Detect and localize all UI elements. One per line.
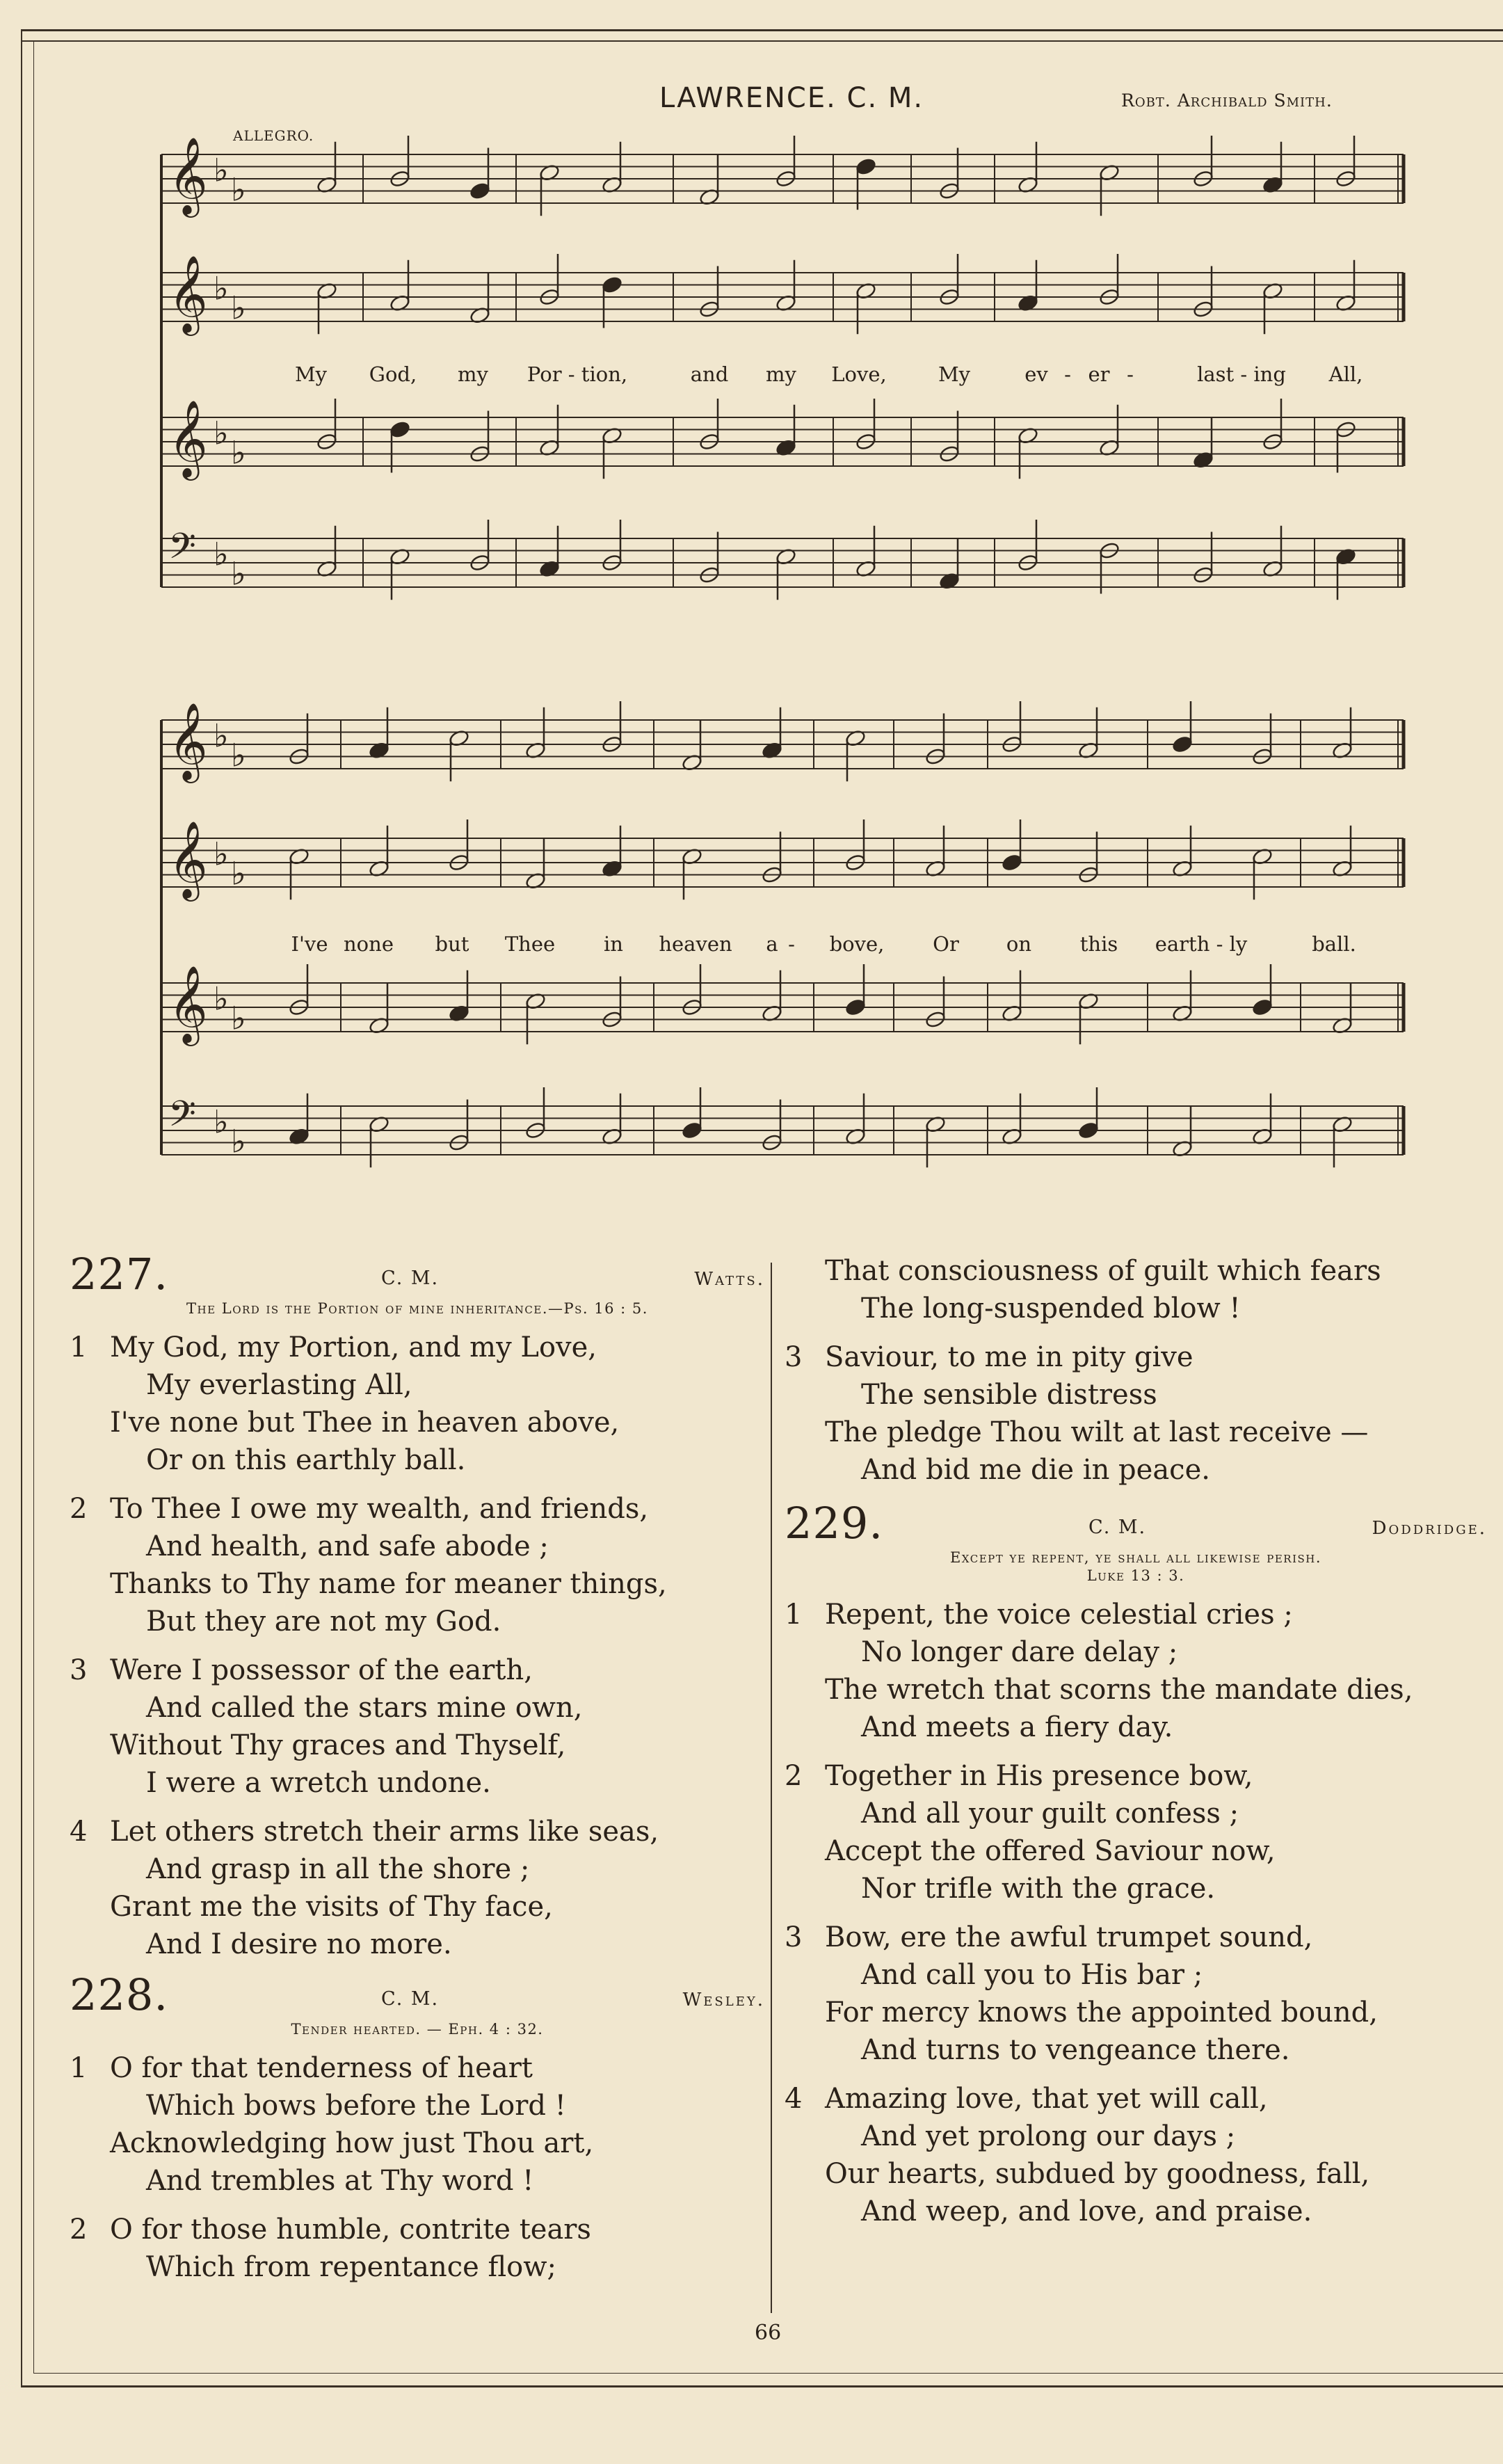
hymn-228 [70,1969,765,2286]
svg-text:♭: ♭ [231,289,246,327]
lyric-syllable: All, [1328,362,1363,386]
verse-line [70,2125,765,2162]
tempo-marking: ALLEGRO. [233,127,314,144]
hymn-number: 229. [785,1498,884,1549]
svg-text:♭: ♭ [231,736,246,774]
verse-text: Amazing love, that yet will call, [825,2083,1268,2115]
svg-text:♭: ♭ [214,835,229,873]
verse-text: And meets a fiery day. [861,1711,1173,1743]
lyric-syllable: on [1006,932,1032,956]
verse-line [70,1490,765,1528]
verse-line [70,1926,765,1963]
verse-line [70,2211,765,2248]
svg-text:𝄞: 𝄞 [168,820,208,898]
lyric-syllable: bove, [829,932,885,956]
svg-text:♭: ♭ [231,554,246,593]
verse-text: Or on this earthly ball. [146,1444,466,1476]
svg-text:♭: ♭ [214,535,229,573]
verse-text: For mercy knows the appointed bound, [825,1997,1378,2029]
lyric-syllable: none [344,932,394,956]
lyric-syllable: in [604,932,623,956]
verse-line [785,1919,1487,1956]
page-frame-bottom-inner [33,2373,1503,2374]
verse-line [70,1404,765,1441]
column-divider [771,1263,772,2313]
verse-text: Repent, the voice celestial cries ; [825,1599,1293,1631]
verse-line [785,1633,1487,1671]
stanza-number: 4 [70,1816,88,1848]
verse-line [785,1414,1487,1451]
lyric-syllable: Thee [504,932,556,956]
hymn-author: Watts. [694,1269,765,1290]
verse-text: My God, my Portion, and my Love, [110,1331,597,1363]
lyrics-system-1 [0,362,1503,387]
lyric-syllable: and [690,362,729,386]
svg-text:𝄞: 𝄞 [168,136,208,214]
verse-text: And turns to vengeance there. [861,2034,1290,2066]
stanza [70,1490,765,1640]
svg-text:♭: ♭ [214,979,229,1018]
hymn-meter: C. M. [381,1988,440,2010]
hymn-author: Doddridge. [1372,1518,1487,1539]
verse-line [70,2162,765,2200]
page-number: 66 [755,2321,782,2345]
lyric-syllable: - [788,932,795,956]
svg-text:𝄞: 𝄞 [168,965,208,1043]
lyric-syllable: My [938,362,971,386]
hymn-meter: C. M. [1088,1517,1147,1538]
verse-line [70,1441,765,1479]
stanza-number: 2 [70,2214,88,2246]
verse-line [785,2080,1487,2118]
verse-text: Bow, ere the awful trumpet sound, [825,1921,1313,1953]
lyric-syllable: my [458,362,488,386]
verse-line [70,1603,765,1640]
lyrics-system-2 [0,932,1503,957]
verse-text: Thanks to Thy name for meaner things, [110,1568,667,1600]
verse-text: Together in His presence bow, [825,1760,1253,1792]
stanza-number: 1 [70,1331,88,1363]
stanza [785,1338,1487,1489]
verse-text: The long-suspended blow ! [861,1293,1241,1325]
verse-line [70,1651,765,1689]
stanza [785,1919,1487,2069]
lyric-syllable: - [1064,362,1071,386]
stanza [70,1329,765,1479]
lyric-syllable: ball. [1312,932,1356,956]
verse-line [785,1338,1487,1376]
verse-line [70,1727,765,1764]
svg-text:♭: ♭ [231,854,246,893]
verse-text: That consciousness of guilt which fears [825,1255,1381,1287]
lyric-syllable: but [435,932,469,956]
verse-text: To Thee I owe my wealth, and friends, [110,1493,649,1525]
verse-line [785,1709,1487,1746]
svg-text:♭: ♭ [214,269,229,307]
lyric-syllable: this [1079,932,1118,956]
verse-text: And bid me die in peace. [861,1454,1210,1486]
verse-text: And all your guilt confess ; [861,1798,1239,1830]
verse-text: And yet prolong our days ; [861,2120,1236,2152]
verse-text: And grasp in all the shore ; [146,1853,530,1885]
verse-text: Accept the offered Saviour now, [825,1835,1276,1867]
verse-line [785,1671,1487,1709]
verse-text: O for that tenderness of heart [110,2052,533,2084]
verse-line [785,1376,1487,1414]
verse-text: The sensible distress [861,1379,1157,1411]
verse-text: Grant me the visits of Thy face, [110,1891,553,1923]
hymn-scripture-heading: Tender hearted. — Eph. 4 : 32. [291,2021,544,2038]
verse-line [70,1528,765,1565]
verse-line [785,1596,1487,1633]
verse-text: Saviour, to me in pity give [825,1341,1193,1373]
lyric-syllable: er [1088,362,1110,386]
lyric-syllable: earth - ly [1155,932,1248,956]
verse-text: And health, and safe abode ; [146,1530,549,1562]
verse-text: My everlasting All, [146,1369,412,1401]
svg-text:𝄞: 𝄞 [168,255,208,333]
verse-line [70,1888,765,1926]
hymn-number: 227. [70,1249,169,1299]
lyric-syllable: my [766,362,796,386]
hymn-227 [70,1249,765,1963]
hymn-229 [785,1498,1487,2230]
stanza-number: 1 [785,1599,803,1631]
verse-line [785,2155,1487,2193]
verse-text: But they are not my God. [146,1606,501,1638]
page-frame-bottom [21,2385,1503,2387]
verse-line [785,1795,1487,1832]
stanza-number: 3 [785,1341,803,1373]
hymn-column-right [785,1252,1487,2230]
lyric-syllable: ev [1024,362,1048,386]
verse-line [785,1994,1487,2031]
stanza [70,2211,765,2286]
stanza [785,1757,1487,1907]
svg-text:♭: ♭ [214,151,229,189]
lyric-syllable: a [766,932,778,956]
stanza [785,1596,1487,1746]
verse-text: Which bows before the Lord ! [146,2090,566,2122]
svg-text:♭: ♭ [231,999,246,1037]
svg-text:♭: ♭ [214,414,229,452]
stanza-number: 1 [70,2052,88,2084]
music-score [0,0,1503,1224]
lyric-syllable: last - ing [1197,362,1286,386]
svg-text:𝄞: 𝄞 [168,702,208,780]
hymn-scripture-heading: The Lord is the Portion of mine inheritance.—Ps. 16 : 5. [186,1300,648,1317]
verse-text: And call you to His bar ; [861,1959,1203,1991]
hymn-scripture-reference: Luke 13 : 3. [1086,1567,1185,1584]
lyric-syllable: Love, [831,362,887,386]
verse-line [785,1870,1487,1907]
lyric-syllable: Or [933,932,959,956]
verse-line [785,1956,1487,1994]
verse-text: Were I possessor of the earth, [110,1654,533,1686]
hymn-author: Wesley. [682,1990,765,2010]
verse-text: O for those humble, contrite tears [110,2214,591,2246]
stanza [70,1651,765,1802]
verse-line [70,1366,765,1404]
svg-text:♭: ♭ [231,1122,246,1160]
lyric-syllable: Por - tion, [527,362,628,386]
verse-text: And called the stars mine own, [146,1692,583,1724]
verse-text: I've none but Thee in heaven above, [110,1407,620,1439]
svg-text:♭: ♭ [231,433,246,472]
stanza-number: 3 [70,1654,88,1686]
verse-line [785,1451,1487,1489]
verse-text: And weep, and love, and praise. [861,2195,1312,2227]
verse-text: Acknowledging how just Thou art, [110,2127,594,2159]
verse-line [70,2248,765,2286]
verse-line [785,1252,1487,1290]
verse-text: Our hearts, subdued by goodness, fall, [825,2158,1370,2190]
lyric-syllable: My [294,362,328,386]
stanza-number: 3 [785,1921,803,1953]
verse-line [70,1689,765,1727]
svg-text:𝄢: 𝄢 [168,1092,196,1144]
hymn-column-left [70,1249,765,2286]
svg-text:𝄢: 𝄢 [168,525,196,576]
tune-composer: Robt. Archibald Smith. [1121,90,1333,111]
stanza [70,1813,765,1963]
verse-line [785,2031,1487,2069]
verse-line [70,2087,765,2125]
verse-line [70,1813,765,1850]
verse-text: I were a wretch undone. [146,1767,491,1799]
stanza [785,1252,1487,1327]
verse-line [785,2193,1487,2230]
stanza [70,2049,765,2200]
verse-text: And trembles at Thy word ! [146,2165,534,2197]
verse-line [785,2118,1487,2155]
svg-text:♭: ♭ [214,1103,229,1141]
stanza-number: 4 [785,2083,803,2115]
verse-text: And I desire no more. [146,1928,452,1960]
verse-line [785,1290,1487,1327]
hymn-scripture-heading: Except ye repent, ye shall all likewise perish. [949,1549,1322,1566]
verse-text: Let others stretch their arms like seas, [110,1816,659,1848]
verse-text: Which from repentance flow; [146,2251,556,2283]
hymn-number: 228. [70,1969,169,2020]
stanza [785,2080,1487,2230]
svg-text:♭: ♭ [231,170,246,209]
verse-line [70,1764,765,1802]
verse-line [785,1757,1487,1795]
verse-line [785,1832,1487,1870]
verse-text: No longer dare delay ; [861,1636,1178,1668]
verse-text: Nor trifle with the grace. [861,1873,1216,1905]
svg-text:𝄞: 𝄞 [168,399,208,477]
svg-text:♭: ♭ [214,717,229,755]
verse-text: Without Thy graces and Thyself, [110,1729,566,1761]
lyric-syllable: I've [291,932,328,956]
lyric-syllable: heaven [659,932,732,956]
verse-line [70,1850,765,1888]
verse-line [70,2049,765,2087]
lyric-syllable: God, [369,362,417,386]
verse-line [70,1565,765,1603]
hymn-meter: C. M. [381,1267,440,1289]
verse-text: The wretch that scorns the mandate dies, [825,1674,1413,1706]
tune-title: LAWRENCE. C. M. [659,82,924,114]
stanza-number: 2 [70,1493,88,1525]
verse-text: The pledge Thou wilt at last receive — [825,1416,1369,1448]
verse-line [70,1329,765,1366]
stanza-number: 2 [785,1760,803,1792]
lyric-syllable: - [1127,362,1134,386]
